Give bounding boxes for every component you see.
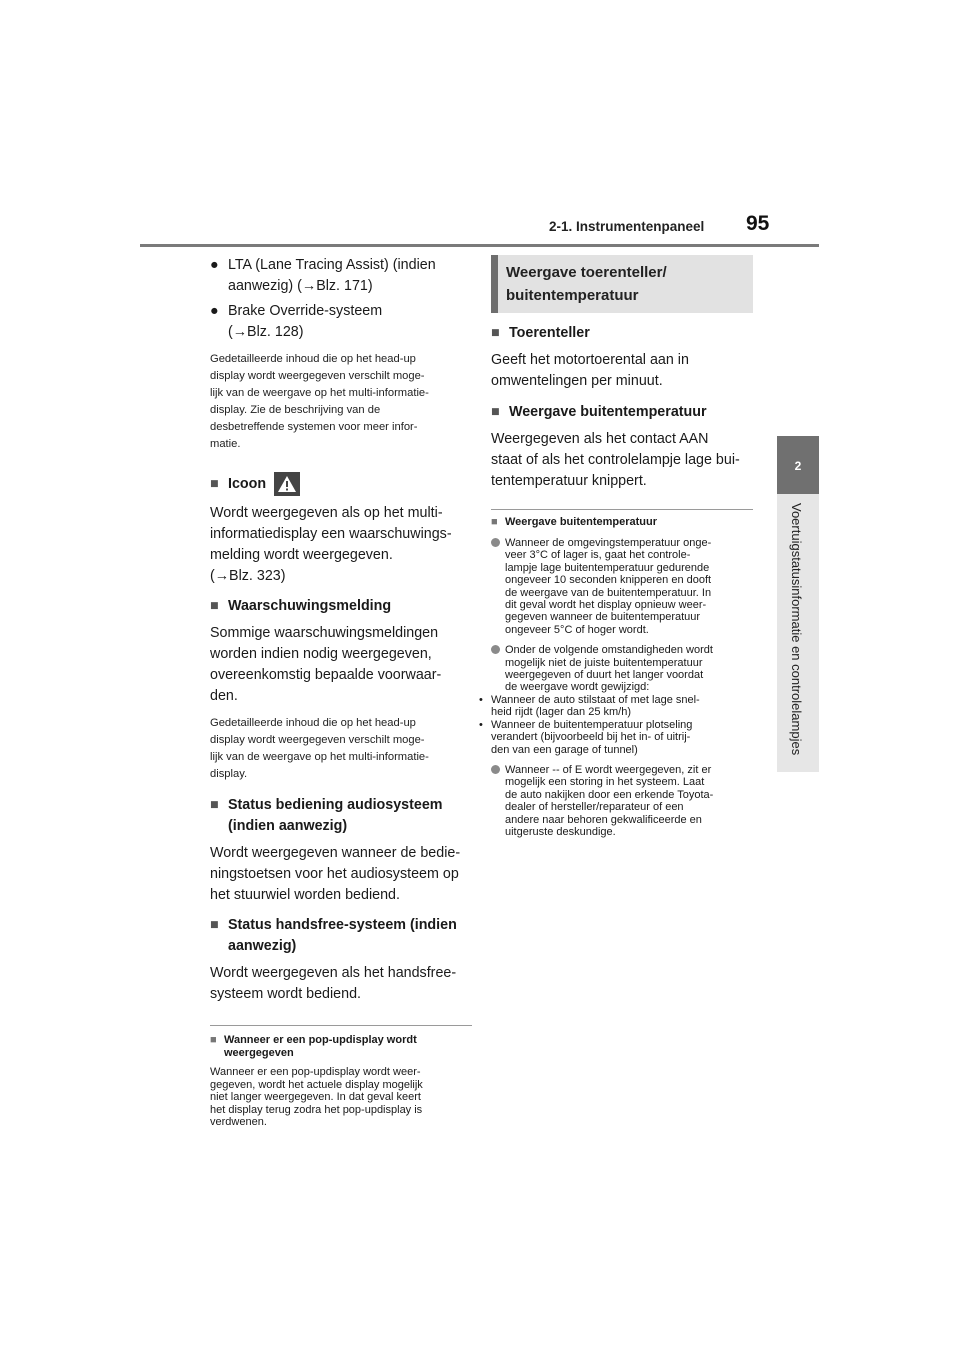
audio-status-heading: ■ Status bediening audiosysteem (indien aanwezig) [210, 795, 472, 837]
text-line: Sommige waarschuwingsmeldingen [210, 625, 439, 641]
text-line: ongeveer 10 seconden knipperen en dooft [505, 574, 712, 587]
text-line: heid rijdt (lager dan 25 km/h) [491, 706, 632, 719]
text-line: Wordt weergegeven als op het multi- [210, 505, 443, 521]
temp-note-item [491, 644, 753, 694]
text-line: (indien aanwezig) [228, 818, 348, 834]
text-line: desbetreffende systemen voor meer infor- [210, 421, 418, 433]
text-line: Onder de volgende omstandigheden wordt [505, 644, 713, 657]
text-line: mogelijk een storing in het systeem. Laat [505, 776, 705, 789]
text-line: buitentemperatuur [506, 287, 639, 304]
heading-text: Toerenteller [509, 325, 590, 341]
text-line: den van een garage of tunnel) [491, 743, 638, 756]
text-line: weergegeven [224, 1047, 294, 1059]
chapter-title: Voertuigstatusinformatie en controlelampjes [789, 503, 804, 756]
text-line: aanwezig) (→Blz. 171) [228, 278, 373, 294]
text-line: lampje lage buitentemperatuur gedurende [505, 561, 710, 574]
text-line: Brake Override-systeem [228, 303, 383, 319]
detail-note-1 [210, 351, 472, 453]
outside-temp-heading: ■ Weergave buitentemperatuur [491, 404, 707, 420]
text-line: Wordt weergegeven als het handsfree- [210, 965, 457, 981]
text-line: het display terug zodra het pop-updisplay is [210, 1103, 423, 1116]
warning-message-body [210, 623, 472, 707]
text-line: Gedetailleerde inhoud die op het head-up [210, 353, 416, 365]
heading-text: Waarschuwingsmelding [228, 598, 392, 614]
text-line: dit geval wordt het display opnieuw weer- [505, 599, 707, 612]
text-line: het stuurwiel worden bediend. [210, 887, 400, 903]
text-line: Wanneer er een pop-updisplay wordt weer- [210, 1066, 421, 1078]
note-divider [491, 509, 753, 510]
text-line: verandert (bijvoorbeeld bij het in- of uitrij- [491, 731, 691, 744]
text-line: Wanneer -- of E wordt weergegeven, zit er [505, 763, 712, 776]
text-line: ningstoetsen voor het audiosysteem op [210, 866, 459, 882]
warning-triangle-icon [274, 472, 300, 496]
popup-note-body [210, 1066, 472, 1129]
text-line: Weergegeven als het contact AAN [491, 431, 709, 447]
text-line: uitgeruste deskundige. [505, 825, 616, 838]
tachometer-heading: ■ Toerenteller [491, 325, 590, 341]
heading-text: Weergave buitentemperatuur [509, 404, 707, 420]
icon-body [210, 503, 472, 587]
text-line: omwentelingen per minuut. [491, 373, 663, 389]
text-line: (→Blz. 323) [210, 568, 286, 584]
text-line: de weergave wordt gewijzigd: [505, 681, 650, 694]
text-line: niet langer weergegeven. In dat geval keert [210, 1091, 421, 1103]
header-divider [140, 244, 819, 247]
text-line: gegeven wanneer de buitentemperatuur [505, 611, 701, 624]
text-line: Geeft het motortoerental aan in [491, 352, 689, 368]
text-line: display wordt weergegeven verschilt moge- [210, 734, 425, 746]
section-heading-box [491, 255, 753, 313]
text-line: melding wordt weergegeven. [210, 547, 393, 563]
outside-temp-body [491, 429, 753, 492]
page-number: 95 [746, 212, 770, 235]
chapter-number: 2 [794, 459, 802, 473]
text-line: Wanneer de auto stilstaat of met lage snel- [491, 693, 700, 706]
text-line: systeem wordt bediend. [210, 986, 361, 1002]
text-line: Wanneer er een pop-updisplay wordt [224, 1034, 417, 1046]
section-title: 2-1. Instrumentenpaneel [549, 219, 705, 234]
text-line: worden indien nodig weergegeven, [210, 646, 432, 662]
note-divider [210, 1025, 472, 1026]
text-line: Wanneer de buitentemperatuur plotseling [491, 718, 693, 731]
detail-note-2 [210, 715, 472, 783]
text-line: Gedetailleerde inhoud die op het head-up [210, 717, 416, 729]
text-line: tentemperatuur knippert. [491, 473, 647, 489]
text-line: Status handsfree-systeem (indien [228, 917, 457, 933]
text-line: lijk van de weergave op het multi-informatie- [210, 387, 429, 399]
text-line: Wanneer de omgevingstemperatuur onge- [505, 537, 712, 549]
temp-note-subitem: • Wanneer de buitentemperatuur plotseling verandert (bijvoorbeeld bij het in- of uitrij- den van een garage of tunnel) [477, 719, 753, 756]
text-line: Weergave toerenteller/ [506, 264, 667, 281]
text-line: overeenkomstig bepaalde voorwaar- [210, 667, 442, 683]
text-line: display wordt weergegeven verschilt moge- [210, 370, 425, 382]
text-line: gegeven, wordt het actuele display mogelijk [210, 1078, 423, 1091]
heading-text: Icoon [228, 476, 267, 492]
text-line: informatiedisplay een waarschuwings- [210, 526, 452, 542]
left-column [210, 255, 472, 1129]
text-line: den. [210, 688, 238, 704]
text-line: staat of als het controlelampje lage bui- [491, 452, 740, 468]
text-line: verdwenen. [210, 1116, 267, 1128]
text-line: lijk van de weergave op het multi-informatie- [210, 751, 429, 763]
text-line: mogelijk niet de juiste buitentemperatuur [505, 656, 703, 669]
bullet-brake-override: ● Brake Override-systeem (→Blz. 128) [210, 301, 472, 343]
text-line: LTA (Lane Tracing Assist) (indien [228, 257, 436, 273]
temp-note-subitem: • Wanneer de auto stilstaat of met lage snel- heid rijdt (lager dan 25 km/h) [477, 694, 753, 719]
text-line: display. [210, 768, 248, 780]
text-line: Wordt weergegeven wanneer de bedie- [210, 845, 461, 861]
warning-message-heading: ■ Waarschuwingsmelding [210, 598, 392, 614]
text-line: de weergave van de buitentemperatuur. In [505, 586, 712, 599]
handsfree-status-heading: ■ Status handsfree-systeem (indien aanwezig) [210, 915, 472, 957]
text-line: veer 3°C of lager is, gaat het controle- [505, 549, 691, 562]
text-line: display. Zie de beschrijving van de [210, 404, 381, 416]
right-column [479, 255, 753, 838]
popup-note-heading: ■ Wanneer er een pop-updisplay wordt weergegeven [210, 1034, 472, 1060]
tachometer-body [491, 350, 753, 392]
text-line: (→Blz. 128) [228, 324, 304, 340]
text-line: dealer of hersteller/reparateur of een [505, 801, 684, 814]
handsfree-status-body [210, 963, 472, 1005]
text-line: ongeveer 5°C of hoger wordt. [505, 623, 649, 636]
text-line: matie. [210, 438, 241, 450]
text-line: andere naar behoren gekwalificeerde en [505, 813, 702, 826]
bullet-lta: ● LTA (Lane Tracing Assist) (indien aanwezig) (→Blz. 171) [210, 255, 472, 297]
audio-status-body [210, 843, 472, 906]
temp-note-item [491, 764, 753, 838]
text-line: weergegeven of duurt het langer voordat [505, 669, 704, 682]
text-line: de auto nakijken door een erkende Toyota- [505, 788, 714, 801]
icon-heading: ■ Icoon [210, 471, 472, 497]
temp-note-item [491, 537, 753, 636]
heading-text: Weergave buitentemperatuur [505, 516, 658, 528]
temp-note-heading: ■ Weergave buitentemperatuur [491, 516, 658, 528]
text-line: Status bediening audiosysteem [228, 797, 443, 813]
text-line: aanwezig) [228, 938, 297, 954]
